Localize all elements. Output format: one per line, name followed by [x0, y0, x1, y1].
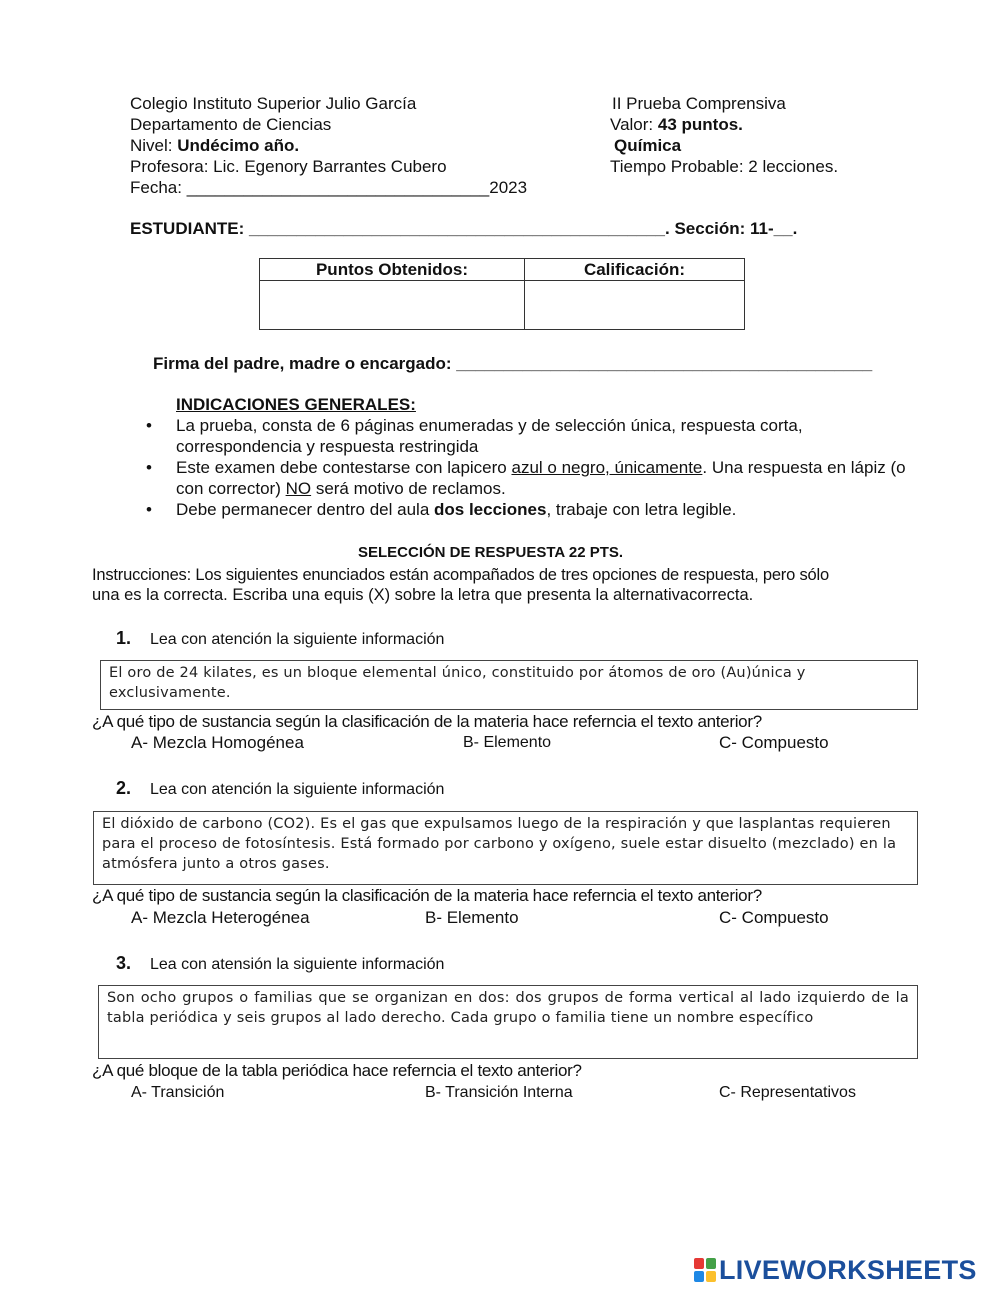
instruction-text: Debe permanecer dentro del aula	[176, 500, 434, 519]
level	[130, 136, 299, 156]
brand-logo-square	[706, 1258, 716, 1269]
instruction-emphasis: azul o negro, únicamente	[511, 458, 703, 477]
question-text: ¿A qué bloque de la tabla periódica hace referncia el texto anterior?	[92, 1061, 582, 1080]
question-heading: Lea con atención la siguiente información	[150, 631, 445, 648]
level-label: Nivel:	[130, 136, 178, 155]
info-box: Son ocho grupos o familias que se organizan en dos: dos grupos de forma vertical al lado izquierdo de la tabla periódica y seis grupos al lado derecho. Cada grupo o familia tiene un nombre específico	[98, 985, 918, 1059]
points-header: Puntos Obtenidos:	[260, 259, 524, 281]
subject: Química	[614, 136, 682, 155]
time-estimate: Tiempo Probable: 2 lecciones.	[610, 157, 839, 176]
question-heading: Lea con atensión la siguiente información	[150, 956, 445, 973]
value-label: Valor:	[610, 115, 658, 134]
instructions-list	[146, 415, 906, 520]
option-a[interactable]: A- Mezcla Heterogénea	[131, 908, 310, 927]
brand-logo-square	[706, 1271, 716, 1282]
student-line[interactable]: ESTUDIANTE: ____________________________________________. Sección: 11-__.	[130, 219, 798, 238]
question-number: 2.	[116, 778, 132, 798]
date-line[interactable]: Fecha: ________________________________2023	[130, 178, 528, 197]
grade-table	[259, 258, 745, 330]
instruction-text: Este examen debe contestarse con lapicero	[176, 458, 512, 477]
grade-column	[525, 259, 744, 329]
question-heading: Lea con atención la siguiente información	[150, 781, 445, 798]
section-title: SELECCIÓN DE RESPUESTA 22 PTS.	[358, 544, 624, 561]
value-points: 43 puntos.	[657, 115, 743, 134]
brand	[694, 1256, 977, 1284]
option-b[interactable]: B- Elemento	[425, 908, 519, 927]
option-c[interactable]: C- Compuesto	[719, 733, 829, 752]
question-text: ¿A qué tipo de sustancia según la clasificación de la materia hace referncia el texto anterior?	[92, 886, 762, 905]
question-number: 3.	[116, 953, 132, 973]
option-b[interactable]: B- Transición Interna	[425, 1084, 573, 1101]
section-instructions-line2: una es la correcta. Escriba una equis (X) sobre la letra que presenta la alternativacorrecta.	[92, 586, 754, 604]
test-name: II Prueba Comprensiva	[612, 94, 786, 113]
signature-line[interactable]: Firma del padre, madre o encargado: ____________________________________________	[153, 354, 873, 373]
teacher: Profesora: Lic. Egenory Barrantes Cubero	[130, 157, 447, 176]
instruction-text: , trabaje con letra legible.	[546, 500, 737, 519]
option-c[interactable]: C- Compuesto	[719, 908, 829, 927]
instructions-title: INDICACIONES GENERALES:	[176, 395, 416, 414]
school-name: Colegio Instituto Superior Julio García	[130, 94, 417, 113]
instruction-emphasis: NO	[285, 479, 312, 498]
question-text: ¿A qué tipo de sustancia según la clasificación de la materia hace referncia el texto anterior?	[92, 712, 762, 731]
level-value: Undécimo año.	[177, 136, 300, 155]
question-number: 1.	[116, 628, 132, 648]
info-box: El oro de 24 kilates, es un bloque elemental único, constituido por átomos de oro (Au)única y exclusivamente.	[100, 660, 918, 710]
option-b[interactable]: B- Elemento	[463, 734, 552, 751]
brand-logo-square	[694, 1271, 704, 1282]
grade-header: Calificación:	[525, 259, 744, 281]
brand-name: LIVEWORKSHEETS	[719, 1254, 977, 1285]
department: Departamento de Ciencias	[130, 115, 332, 134]
test-value	[610, 115, 743, 135]
info-box: El dióxido de carbono (CO2). Es el gas que expulsamos luego de la respiración y que lasplantas requieren para el proceso de fotosíntesis. Está formado por carbono y oxígeno, suele estar disuelto (mezclado) en la atmósfera junto a otros gases.	[93, 811, 918, 885]
instruction-text: será motivo de reclamos.	[311, 479, 506, 498]
option-a[interactable]: A- Transición	[131, 1084, 225, 1101]
instruction-item	[146, 457, 906, 499]
brand-logo-icon	[694, 1258, 716, 1282]
option-c[interactable]: C- Representativos	[719, 1084, 856, 1101]
section-instructions-line1: Instrucciones: Los siguientes enunciados están acompañados de tres opciones de respuesta, pero sólo	[92, 566, 829, 584]
option-a[interactable]: A- Mezcla Homogénea	[131, 733, 304, 752]
instruction-item: • La prueba, consta de 6 páginas enumeradas y de selección única, respuesta corta, correspondencia y respuesta restringida	[146, 415, 906, 457]
instruction-text: . Una respuesta en lápiz (o con corrector)	[176, 458, 906, 498]
instruction-emphasis: dos lecciones	[434, 500, 547, 519]
brand-logo-square	[694, 1258, 704, 1269]
points-column	[260, 259, 525, 329]
instruction-item	[146, 499, 906, 520]
